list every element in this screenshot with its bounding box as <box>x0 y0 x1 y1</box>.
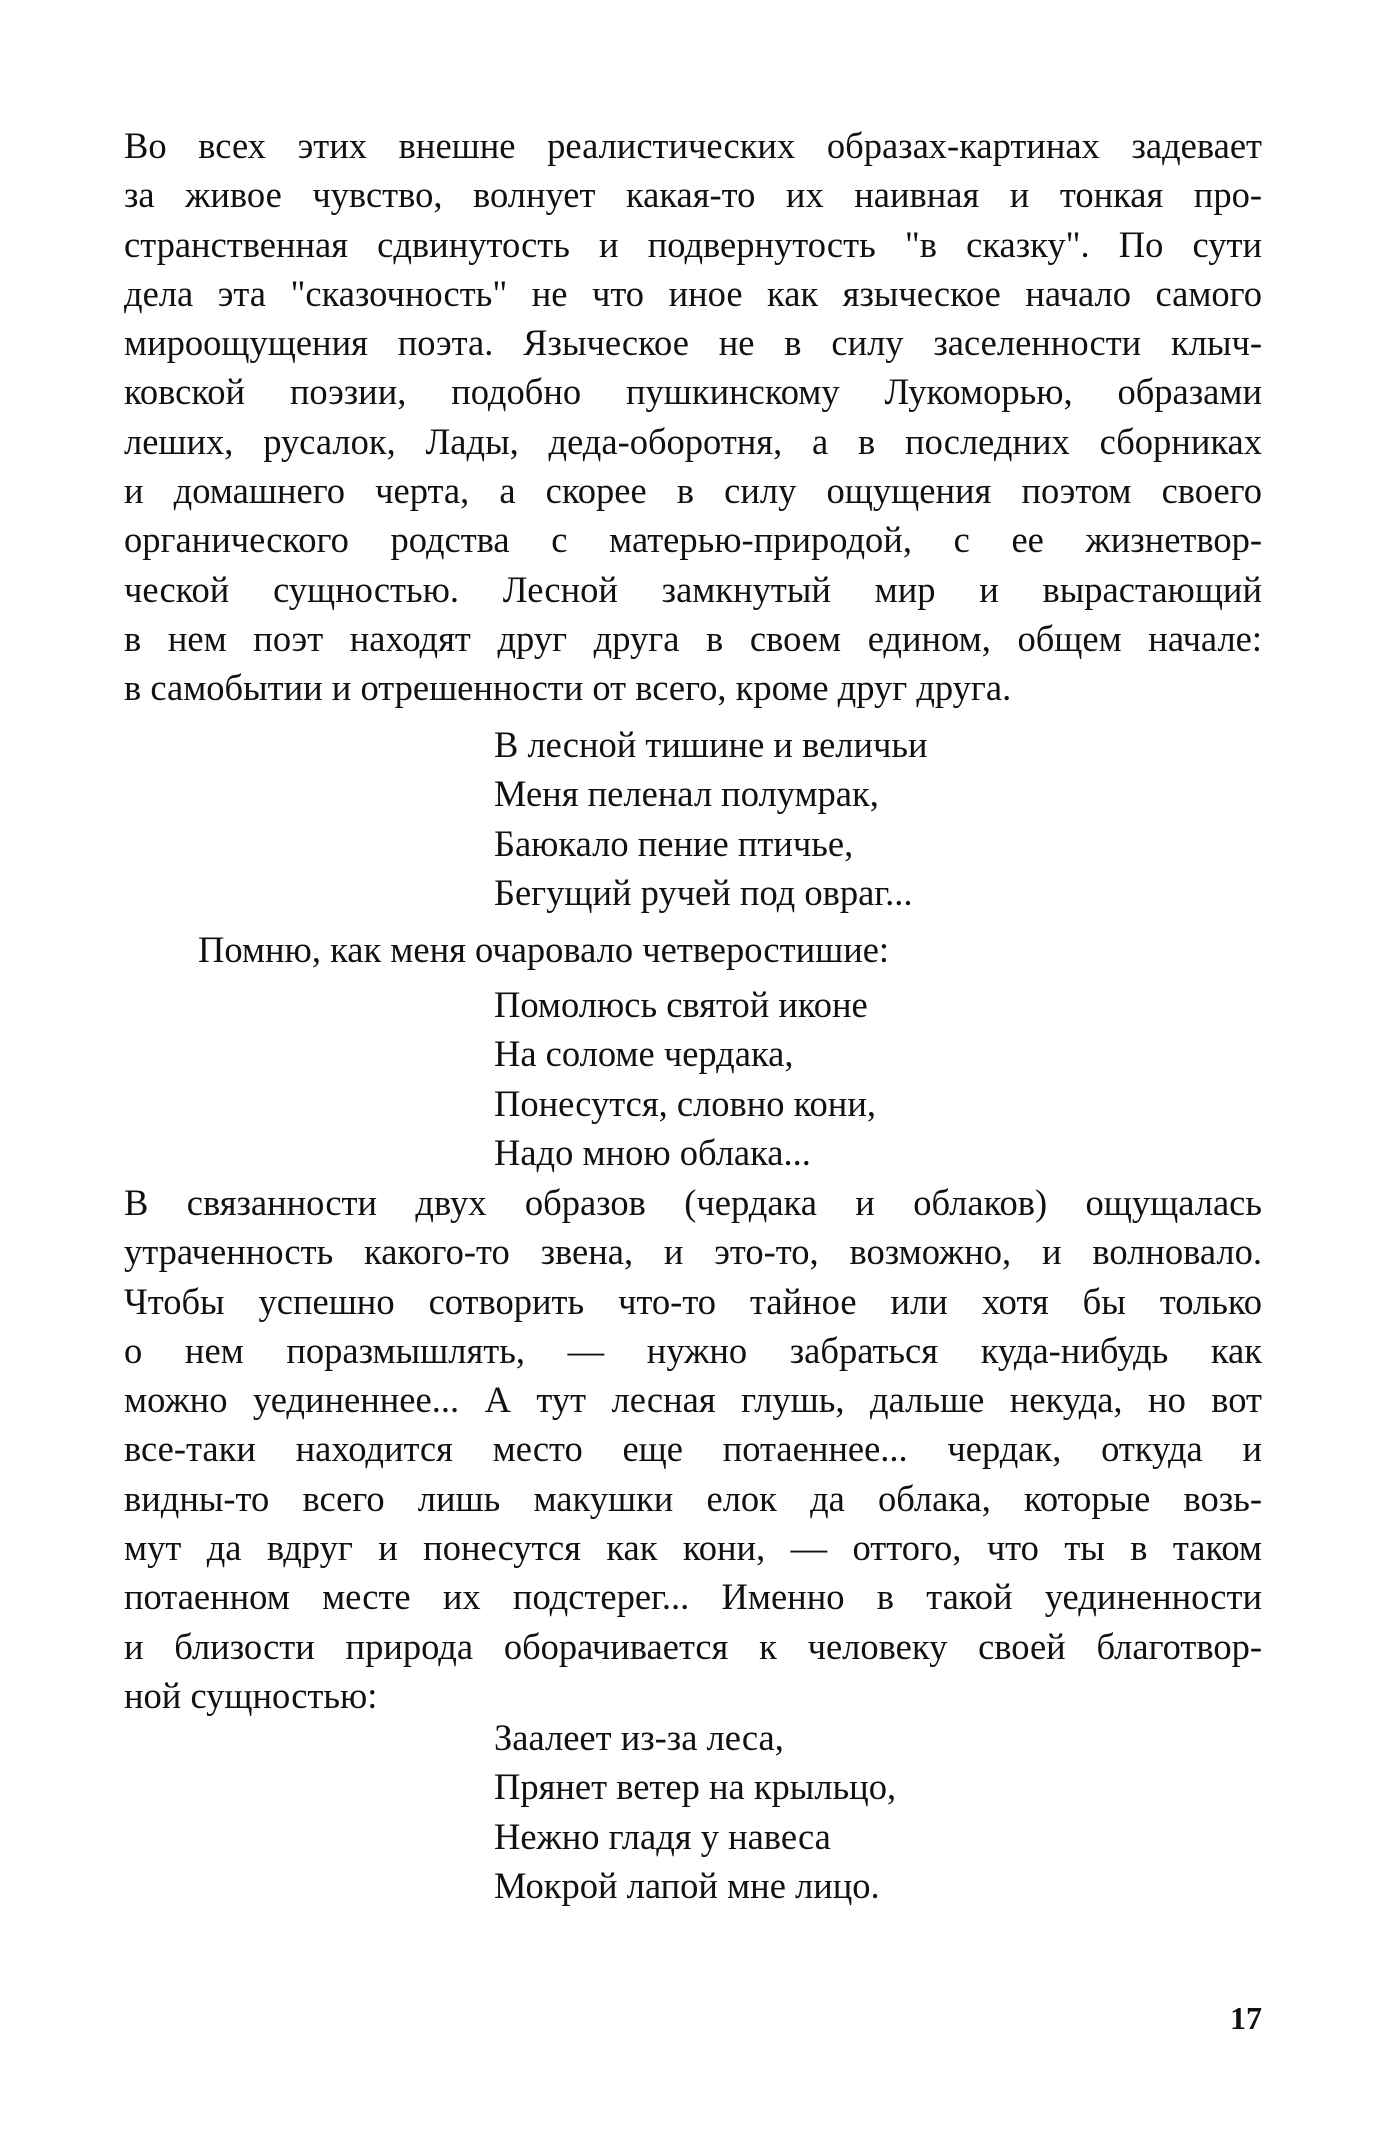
paragraph-line: мироощущения поэта. Языческое не в силу заселенности клыч- <box>124 322 1262 364</box>
paragraph-line: мут да вдруг и понесутся как кони, — оттого, что ты в таком <box>124 1527 1262 1569</box>
verse-line: Прянет ветер на крыльцо, <box>494 1766 897 1808</box>
paragraph-line: ковской поэзии, подобно пушкинскому Лукоморью, образами <box>124 371 1262 413</box>
paragraph-line: в самобытии и отрешенности от всего, кроме друг друга. <box>124 667 1012 709</box>
verse-line: Меня пеленал полумрак, <box>494 773 879 815</box>
verse-line: Бегущий ручей под овраг... <box>494 871 913 913</box>
paragraph-line: дела эта "сказочность" не что иное как языческое начало самого <box>124 272 1262 314</box>
page-number: 17 <box>1230 2000 1262 2036</box>
paragraph-line: Чтобы успешно сотворить что-то тайное или хотя бы только <box>124 1280 1262 1322</box>
paragraph-line: утраченность какого-то звена, и это-то, возможно, и волновало. <box>124 1231 1262 1273</box>
paragraph-line: ческой сущностью. Лесной замкнутый мир и вырастающий <box>124 568 1262 610</box>
verse-line: В лесной тишине и величьи <box>494 724 928 765</box>
paragraph-line: за живое чувство, волнует какая-то их наивная и тонкая про- <box>124 174 1262 216</box>
paragraph-line: В связанности двух образов (чердака и облаков) ощущалась <box>124 1182 1262 1223</box>
verse-line: Помолюсь святой иконе <box>494 984 868 1025</box>
poem-stanza-3 <box>494 1713 896 1910</box>
paragraph-line: о нем поразмышлять, — нужно забраться куда-нибудь как <box>124 1329 1262 1371</box>
verse-line: Мокрой лапой мне лицо. <box>494 1864 880 1906</box>
paragraph-line: можно уединеннее... А тут лесная глушь, дальше некуда, но вот <box>124 1379 1262 1421</box>
paragraph-2 <box>124 1178 1262 1720</box>
verse-line: Надо мною облака... <box>494 1131 811 1173</box>
paragraph-line: в нем поэт находят друг друга в своем едином, общем начале: <box>124 617 1262 659</box>
paragraph-line: и домашнего черта, а скорее в силу ощущения поэтом своего <box>124 470 1262 512</box>
verse-line: Понесутся, словно кони, <box>494 1082 876 1124</box>
verse-line: Заалеет из-за леса, <box>494 1717 784 1758</box>
paragraph-line: органического родства с матерью-природой, с ее жизнетвор- <box>124 519 1262 561</box>
paragraph-line: потаенном месте их подстерег... Именно в такой уединенности <box>124 1576 1262 1618</box>
paragraph-line: видны-то всего лишь макушки елок да облака, которые возь- <box>124 1477 1262 1519</box>
paragraph-1 <box>124 121 1262 713</box>
paragraph-line: и близости природа оборачивается к человеку своей благотвор- <box>124 1625 1262 1667</box>
paragraph-line: странственная сдвинутость и подвернутость "в сказку". По сути <box>124 223 1262 265</box>
paragraph-line: леших, русалок, Лады, деда-оборотня, а в последних сборниках <box>124 420 1262 462</box>
verse-line: Баюкало пение птичье, <box>494 822 854 864</box>
interlude-sentence: Помню, как меня очаровало четверостишие: <box>198 929 890 970</box>
paragraph-line: ной сущностью: <box>124 1674 378 1716</box>
paragraph-line: все-таки находится место еще потаеннее... чердак, откуда и <box>124 1428 1262 1470</box>
poem-stanza-2 <box>494 980 876 1177</box>
paragraph-line: Во всех этих внешне реалистических образах-картинах задевает <box>124 125 1262 166</box>
verse-line: Нежно гладя у навеса <box>494 1815 831 1857</box>
poem-stanza-1 <box>494 720 928 917</box>
verse-line: На соломе чердака, <box>494 1033 794 1075</box>
